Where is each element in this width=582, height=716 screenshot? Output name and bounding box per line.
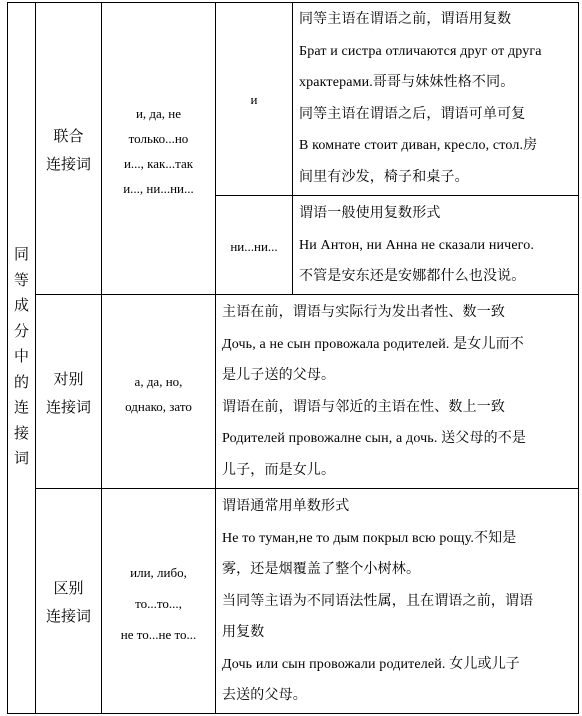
category-label: 对别 [53, 371, 84, 388]
title-char: 接 [13, 425, 29, 442]
conjunctions-cell-qubie [102, 489, 215, 713]
usage-line: 谓语一般使用复数形式 [299, 206, 441, 221]
usage-line: Ни Антон, ни Анна не сказали ничего. [299, 237, 535, 253]
category-cell-lianhe [36, 3, 101, 294]
subconj-cell-ni-ni [216, 196, 292, 294]
usage-line: Не то туман,не то дым покрыл всю рощу.不知是 [222, 530, 517, 546]
title-char: 中 [13, 349, 29, 366]
col-divider-4 [292, 2, 293, 294]
usage-line: В комнате стоит диван, кресло, стол.房 [299, 138, 538, 153]
conjunction-line: а, да, но, [134, 373, 183, 389]
category-label: 区别 [53, 581, 84, 597]
conjunction-line: или, либо, [130, 564, 187, 580]
conjunction-line: то...то..., [135, 595, 182, 611]
title-char: 分 [13, 323, 29, 340]
usage-line: 是儿子送的父母。 [222, 368, 336, 383]
usage-line: 主语在前，谓语与实际行为发出者性、数一致 [222, 305, 505, 320]
usage-line: 同等主语在谓语之后，谓语可单可复 [299, 106, 526, 122]
title-char: 的 [13, 374, 29, 391]
usage-line: 间里有沙发，椅子和桌子。 [299, 169, 469, 185]
title-char: 词 [13, 451, 29, 468]
usage-cell-qubie [222, 491, 578, 712]
title-char: 同 [13, 247, 29, 264]
usage-line: 谓语在前，谓语与邻近的主语在性、数上一致 [222, 399, 505, 415]
conjunction-line: и..., как...так [123, 155, 194, 171]
conjunction-line: и..., ни...ни... [123, 180, 194, 196]
category-label: 连接词 [45, 399, 91, 416]
usage-cell-ni-ni [299, 198, 578, 293]
title-char: 等 [13, 272, 29, 289]
conjunction-line: ни...ни... [230, 239, 278, 254]
usage-line: 同等主语在谓语之前，谓语用复数 [299, 12, 512, 27]
category-label: 联合 [53, 128, 84, 145]
conjunction-line: и, да, не [135, 105, 182, 121]
subconj-cell-i [216, 3, 292, 195]
title-char: 连 [13, 400, 29, 417]
usage-line: 用复数 [222, 625, 265, 640]
usage-cell-i [299, 4, 578, 193]
table-border-right [578, 2, 579, 714]
category-label: 连接词 [45, 156, 91, 173]
title-char: 成 [13, 298, 29, 315]
table-title-vertical [8, 3, 35, 713]
usage-line: храктерами.哥哥与妹妹性格不同。 [299, 75, 515, 90]
conjunction-line: не то...не то... [120, 626, 197, 642]
usage-line: 当同等主语为不同语法性属，且在谓语之前，谓语 [222, 593, 534, 609]
usage-line: 谓语通常用单数形式 [222, 499, 350, 514]
usage-line: Дочь или сын провожали родителей. 女儿或儿子 [222, 656, 520, 672]
conjunction-line: только...но [128, 130, 189, 146]
table-border-bottom [7, 713, 579, 714]
usage-line: 儿子，而是女儿。 [222, 462, 336, 478]
conjunction-line: и [250, 91, 258, 107]
conjunction-line: однако, зато [125, 398, 192, 414]
category-label: 连接词 [45, 609, 91, 625]
usage-line: 雾，还是烟覆盖了整个小树林。 [222, 562, 421, 577]
usage-cell-duibie [222, 297, 578, 486]
usage-line: Дочь, а не сын провожала родителей. 是女儿而不 [222, 336, 524, 352]
usage-line: 不管是安东还是安娜都什么也没说。 [299, 269, 526, 284]
conjunctions-cell-lianhe [102, 3, 215, 294]
usage-line: 去送的父母。 [222, 688, 307, 703]
usage-line: Брат и систра отличаются друг от друга [299, 43, 542, 59]
usage-line: Родителей провожалне сын, а дочь. 送父母的不是 [222, 431, 527, 446]
category-cell-duibie [36, 295, 101, 488]
category-cell-qubie [36, 489, 101, 713]
conjunctions-cell-duibie [102, 295, 215, 488]
